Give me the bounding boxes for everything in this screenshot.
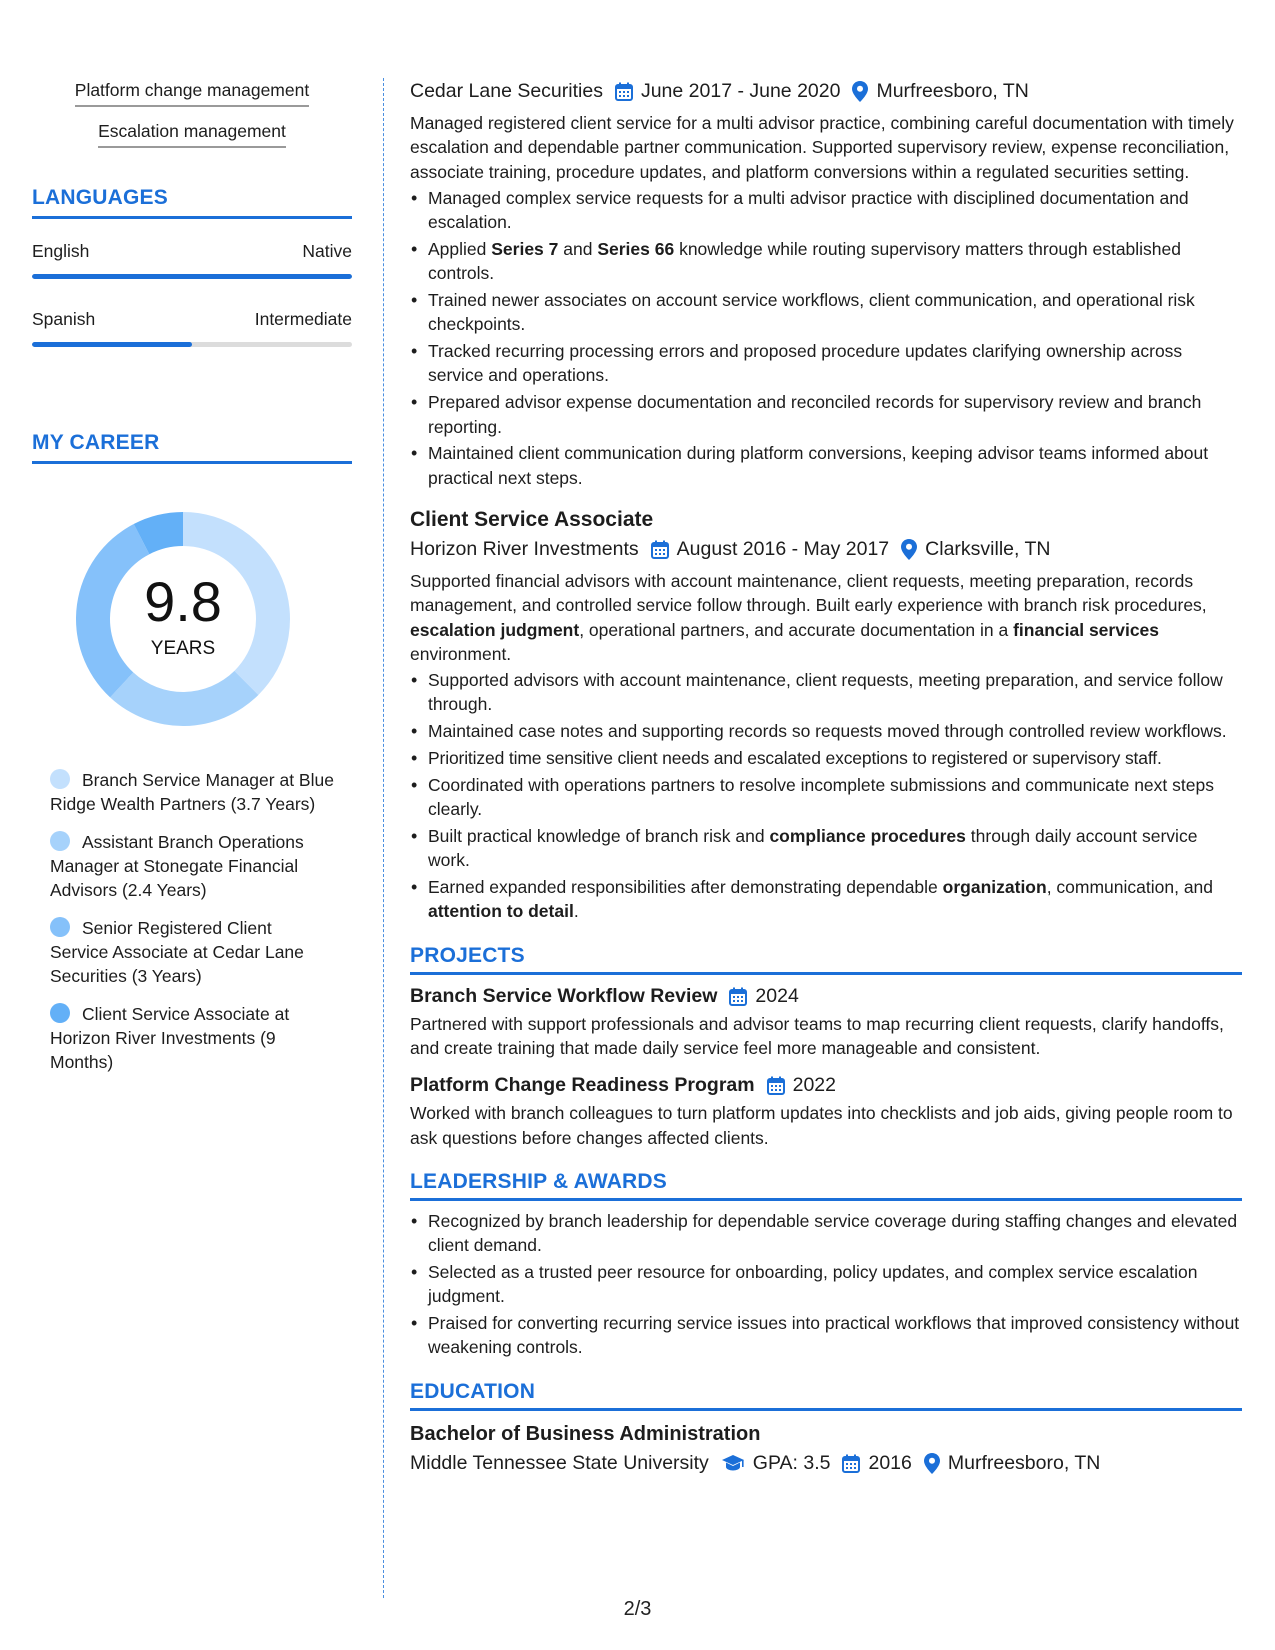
gpa: GPA: 3.5	[752, 1451, 831, 1474]
bullet-item: • Built practical knowledge of branch risk and compliance procedures through daily account service work.	[410, 824, 1242, 873]
location-pin-icon	[901, 539, 917, 560]
language-level: Native	[302, 241, 352, 261]
degree-title: Bachelor of Business Administration	[410, 1422, 761, 1445]
calendar-icon	[842, 1454, 860, 1473]
bullet-item: • Maintained client communication during platform conversions, keeping advisor teams informed about practical next steps.	[410, 441, 1242, 490]
language-name: Spanish	[32, 309, 96, 329]
career-legend-item: Assistant Branch Operations Manager at Stonegate Financial Advisors (2.4 Years)	[50, 832, 304, 900]
languages-heading: LANGUAGES	[32, 186, 352, 219]
language-name: English	[32, 241, 90, 261]
bullet-item: • Recognized by branch leadership for dependable service coverage during staffing changes and elevated client demand.	[410, 1209, 1242, 1258]
career-total-unit: YEARS	[150, 638, 216, 659]
job-bullets	[410, 668, 1242, 923]
bullet-item: • Earned expanded responsibilities after demonstrating dependable organization, communication, and attention to detail.	[410, 875, 1242, 924]
career-total-years: 9.8	[144, 570, 222, 633]
job-meta-line	[410, 538, 1242, 561]
skill-item: Escalation management	[32, 121, 352, 148]
language-row-spanish	[32, 309, 352, 330]
location-pin-icon	[924, 1453, 940, 1474]
job-dates: August 2016 - May 2017	[676, 537, 890, 560]
project-title: Branch Service Workflow Review	[410, 984, 718, 1007]
career-donut-chart	[68, 504, 298, 734]
bullet-item: • Trained newer associates on account service workflows, client communication, and operational risk checkpoints.	[410, 288, 1242, 337]
language-bar-english	[32, 274, 352, 279]
location-pin-icon	[852, 81, 868, 102]
right-column	[410, 80, 1242, 1475]
donut-center	[68, 504, 298, 734]
bullet-item: • Coordinated with operations partners to resolve incomplete submissions and communicate next steps clearly.	[410, 773, 1242, 822]
job-title: Client Service Associate	[410, 507, 654, 531]
school-name: Middle Tennessee State University	[410, 1451, 709, 1474]
graduation-cap-icon	[721, 1454, 745, 1472]
legend-dot-icon	[50, 1003, 70, 1023]
project-year: 2022	[792, 1074, 836, 1097]
project-title-row	[410, 985, 1242, 1008]
awards-list	[410, 1209, 1242, 1360]
page-number: 2/3	[623, 1598, 652, 1620]
legend-dot-icon	[50, 769, 70, 789]
job-company: Horizon River Investments	[410, 537, 639, 560]
language-bar-fill	[32, 274, 352, 279]
left-column	[32, 80, 352, 1088]
career-legend-item: Branch Service Manager at Blue Ridge Wealth Partners (3.7 Years)	[50, 770, 334, 814]
legend-dot-icon	[50, 831, 70, 851]
bullet-item: • Tracked recurring processing errors and proposed procedure updates clarifying ownership across service and operations.	[410, 339, 1242, 388]
job-company: Cedar Lane Securities	[410, 80, 603, 102]
language-row-english	[32, 241, 352, 262]
bullet-item: • Supported advisors with account maintenance, client requests, meeting preparation, and service follow through.	[410, 668, 1242, 717]
career-heading: MY CAREER	[32, 431, 352, 464]
calendar-icon	[615, 82, 633, 101]
awards-heading: LEADERSHIP & AWARDS	[410, 1170, 1242, 1201]
project-title: Platform Change Readiness Program	[410, 1074, 755, 1097]
job-summary: Supported financial advisors with account maintenance, client requests, meeting preparation, records management, and controlled service follow through. Built early experience with branch risk procedures, escalation judgment, operational partners, and accurate documentation in a financial services environment.	[410, 570, 1207, 664]
bullet-item: • Selected as a trusted peer resource for onboarding, policy updates, and complex service escalation judgment.	[410, 1260, 1242, 1309]
career-legend-item: Client Service Associate at Horizon River Investments (9 Months)	[50, 1004, 290, 1072]
project-description: Worked with branch colleagues to turn platform updates into checklists and job aids, giving people room to ask questions before changes affected clients.	[410, 1103, 1233, 1148]
skill-item: Platform change management	[32, 80, 352, 107]
language-bar-spanish	[32, 342, 352, 347]
legend-dot-icon	[50, 917, 70, 937]
language-bar-fill	[32, 342, 192, 347]
job-dates: June 2017 - June 2020	[640, 80, 841, 102]
calendar-icon	[729, 987, 747, 1006]
calendar-icon	[651, 540, 669, 559]
language-level: Intermediate	[254, 309, 352, 329]
project-year: 2024	[755, 984, 799, 1007]
career-legend	[32, 768, 352, 1074]
column-divider	[383, 78, 384, 1598]
bullet-item: • Prioritized time sensitive client needs and escalated exceptions to registered or supervisory staff.	[410, 746, 1242, 770]
calendar-icon	[767, 1076, 785, 1095]
bullet-item: • Maintained case notes and supporting records so requests moved through controlled review workflows.	[410, 719, 1242, 743]
job-bullets	[410, 186, 1242, 490]
school-location: Murfreesboro, TN	[947, 1451, 1101, 1474]
job-location: Clarksville, TN	[925, 537, 1051, 560]
bullet-item: • Applied Series 7 and Series 66 knowledge while routing supervisory matters through established controls.	[410, 237, 1242, 286]
job-summary: Managed registered client service for a multi advisor practice, combining careful documentation with timely escalation and dependable partner communication. Supported supervisory review, expense reconciliation, associate training, procedure updates, and platform conversions within a regulated securities setting.	[410, 113, 1234, 182]
project-description: Partnered with support professionals and advisor teams to map recurring client requests, clarify handoffs, and create training that made daily service feel more manageable and consistent.	[410, 1013, 1224, 1058]
job-meta-line	[410, 80, 1242, 103]
job-location: Murfreesboro, TN	[876, 80, 1029, 102]
bullet-item: • Praised for converting recurring service issues into practical workflows that improved consistency without weakening controls.	[410, 1311, 1242, 1360]
projects-heading: PROJECTS	[410, 944, 1242, 975]
career-legend-item: Senior Registered Client Service Associate at Cedar Lane Securities (3 Years)	[50, 918, 304, 986]
bullet-item: • Managed complex service requests for a multi advisor practice with disciplined documentation and escalation.	[410, 186, 1242, 235]
bullet-item: • Prepared advisor expense documentation and reconciled records for supervisory review and branch reporting.	[410, 390, 1242, 439]
education-heading: EDUCATION	[410, 1380, 1242, 1411]
graduation-year: 2016	[868, 1451, 912, 1474]
education-meta-line	[410, 1452, 1242, 1475]
project-title-row	[410, 1074, 1242, 1097]
